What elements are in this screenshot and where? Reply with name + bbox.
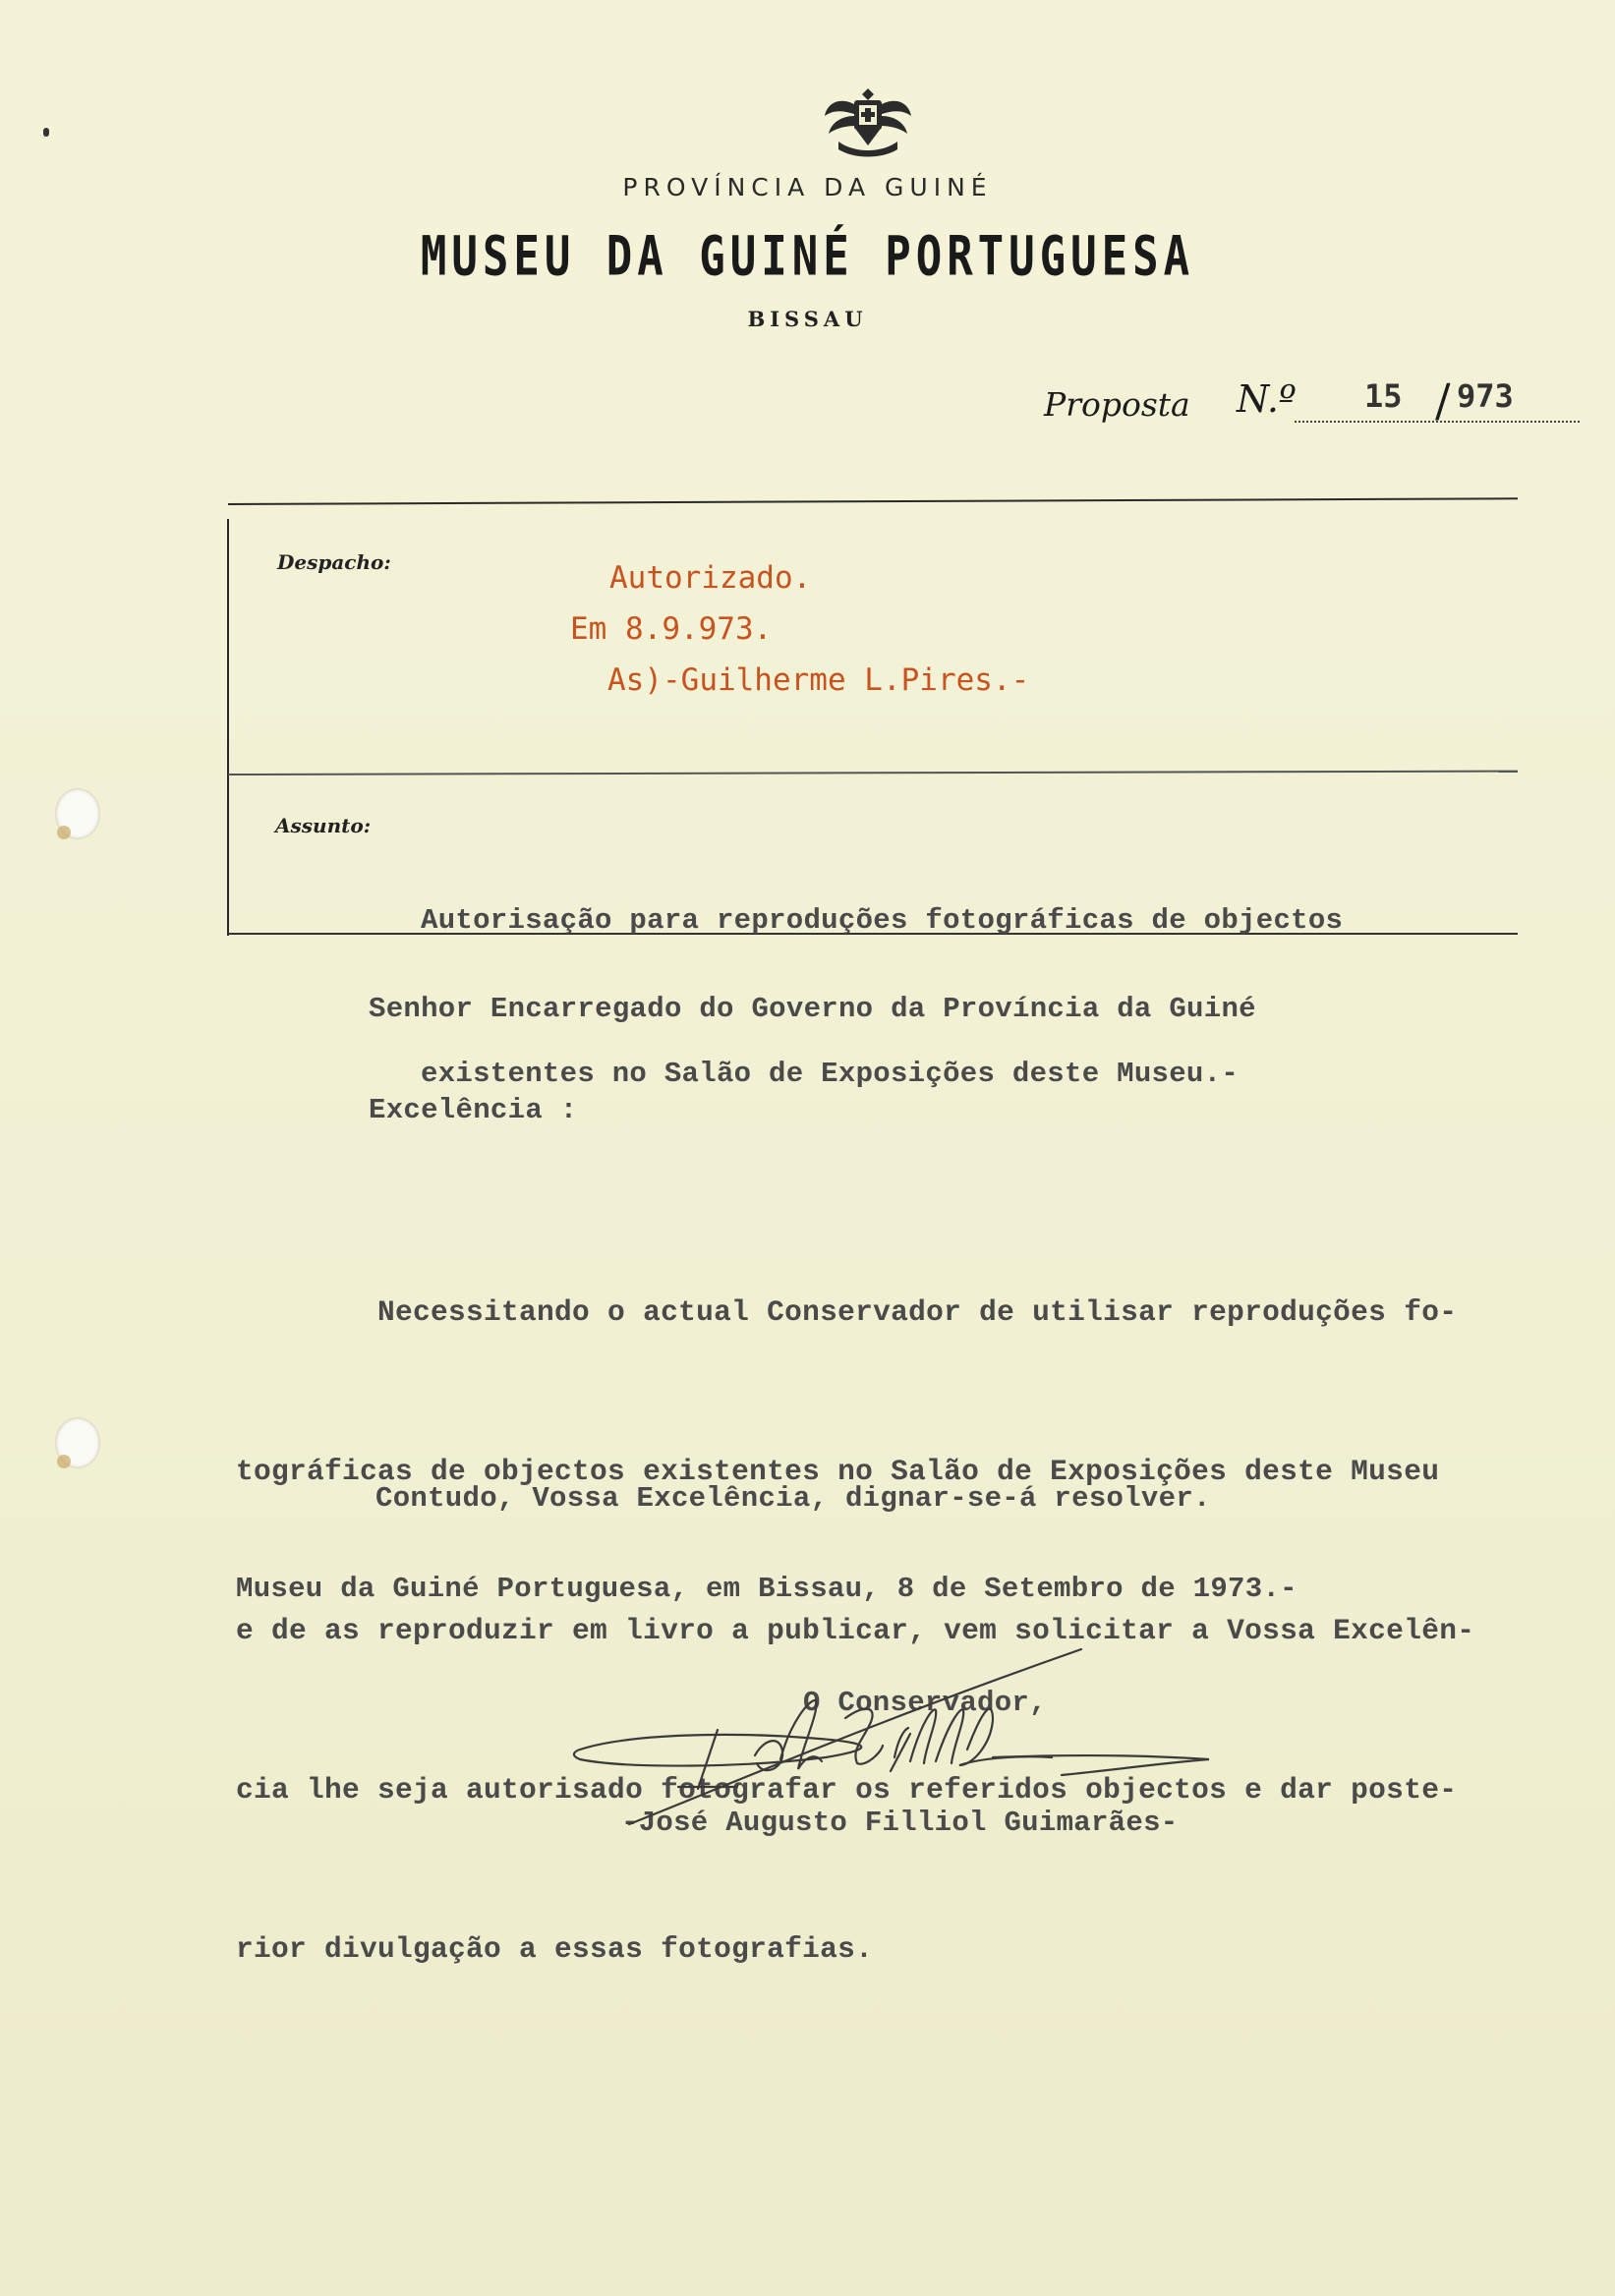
form-box-left-rule: [227, 519, 229, 936]
body-line: rior divulgação a essas fotografias.: [236, 1932, 874, 1966]
assunto-line-1: Autorisação para reproduções fotográficas de objectos: [421, 904, 1344, 937]
punch-hole-upper: [55, 788, 100, 839]
institution-heading: MUSEU DA GUINÉ PORTUGUESA: [420, 225, 1195, 289]
proposta-number-field: [1044, 373, 1535, 436]
ink-speck: [43, 128, 49, 137]
despacho-label: Despacho:: [277, 550, 391, 574]
handwritten-signature: [570, 1639, 1317, 1866]
proposta-label: Proposta: [1044, 385, 1190, 424]
salutation-line: Excelência :: [369, 1094, 578, 1126]
province-heading: PROVÍNCIA DA GUINÉ: [622, 173, 993, 201]
proposta-number: 15: [1364, 377, 1403, 415]
signer-name: -José Augusto Filliol Guimarães-: [621, 1807, 1179, 1839]
assunto-line-2: existentes no Salão de Exposições deste Museu.-: [421, 1058, 1240, 1090]
closing-line: Contudo, Vossa Excelência, dignar-se-á resolver.: [375, 1482, 1211, 1515]
despacho-line-2: Em 8.9.973.: [570, 611, 773, 647]
city-heading: BISSAU: [747, 307, 868, 331]
coat-of-arms-icon: [819, 81, 917, 159]
form-box-top-rule: [228, 497, 1518, 505]
body-line: e de as reproduzir em livro a publicar, vem solicitar a Vossa Excelên-: [236, 1614, 1475, 1647]
place-date-line: Museu da Guiné Portuguesa, em Bissau, 8 de Setembro de 1973.-: [236, 1573, 1298, 1605]
despacho-line-1: Autorizado.: [609, 560, 812, 596]
form-box-divider: [228, 771, 1518, 775]
punch-hole-lower: [55, 1417, 100, 1468]
slash-separator: /: [1435, 373, 1451, 427]
despacho-line-3: As)-Guilherme L.Pires.-: [607, 662, 1030, 698]
body-line: Necessitando o actual Conservador de utilisar reproduções fo-: [236, 1295, 1458, 1329]
letter-body: [236, 1179, 1474, 2082]
signoff-line: O Conservador,: [803, 1687, 1047, 1719]
addressee-line: Senhor Encarregado do Governo da Província da Guiné: [369, 993, 1256, 1025]
body-line: cia lhe seja autorisado fotografar os referidos objectos e dar poste-: [236, 1773, 1458, 1807]
proposta-year: 973: [1457, 377, 1514, 415]
body-line: tográficas de objectos existentes no Salão de Exposições deste Museu: [236, 1455, 1440, 1488]
assunto-label: Assunto:: [275, 814, 372, 837]
number-label: N.º: [1237, 377, 1297, 421]
